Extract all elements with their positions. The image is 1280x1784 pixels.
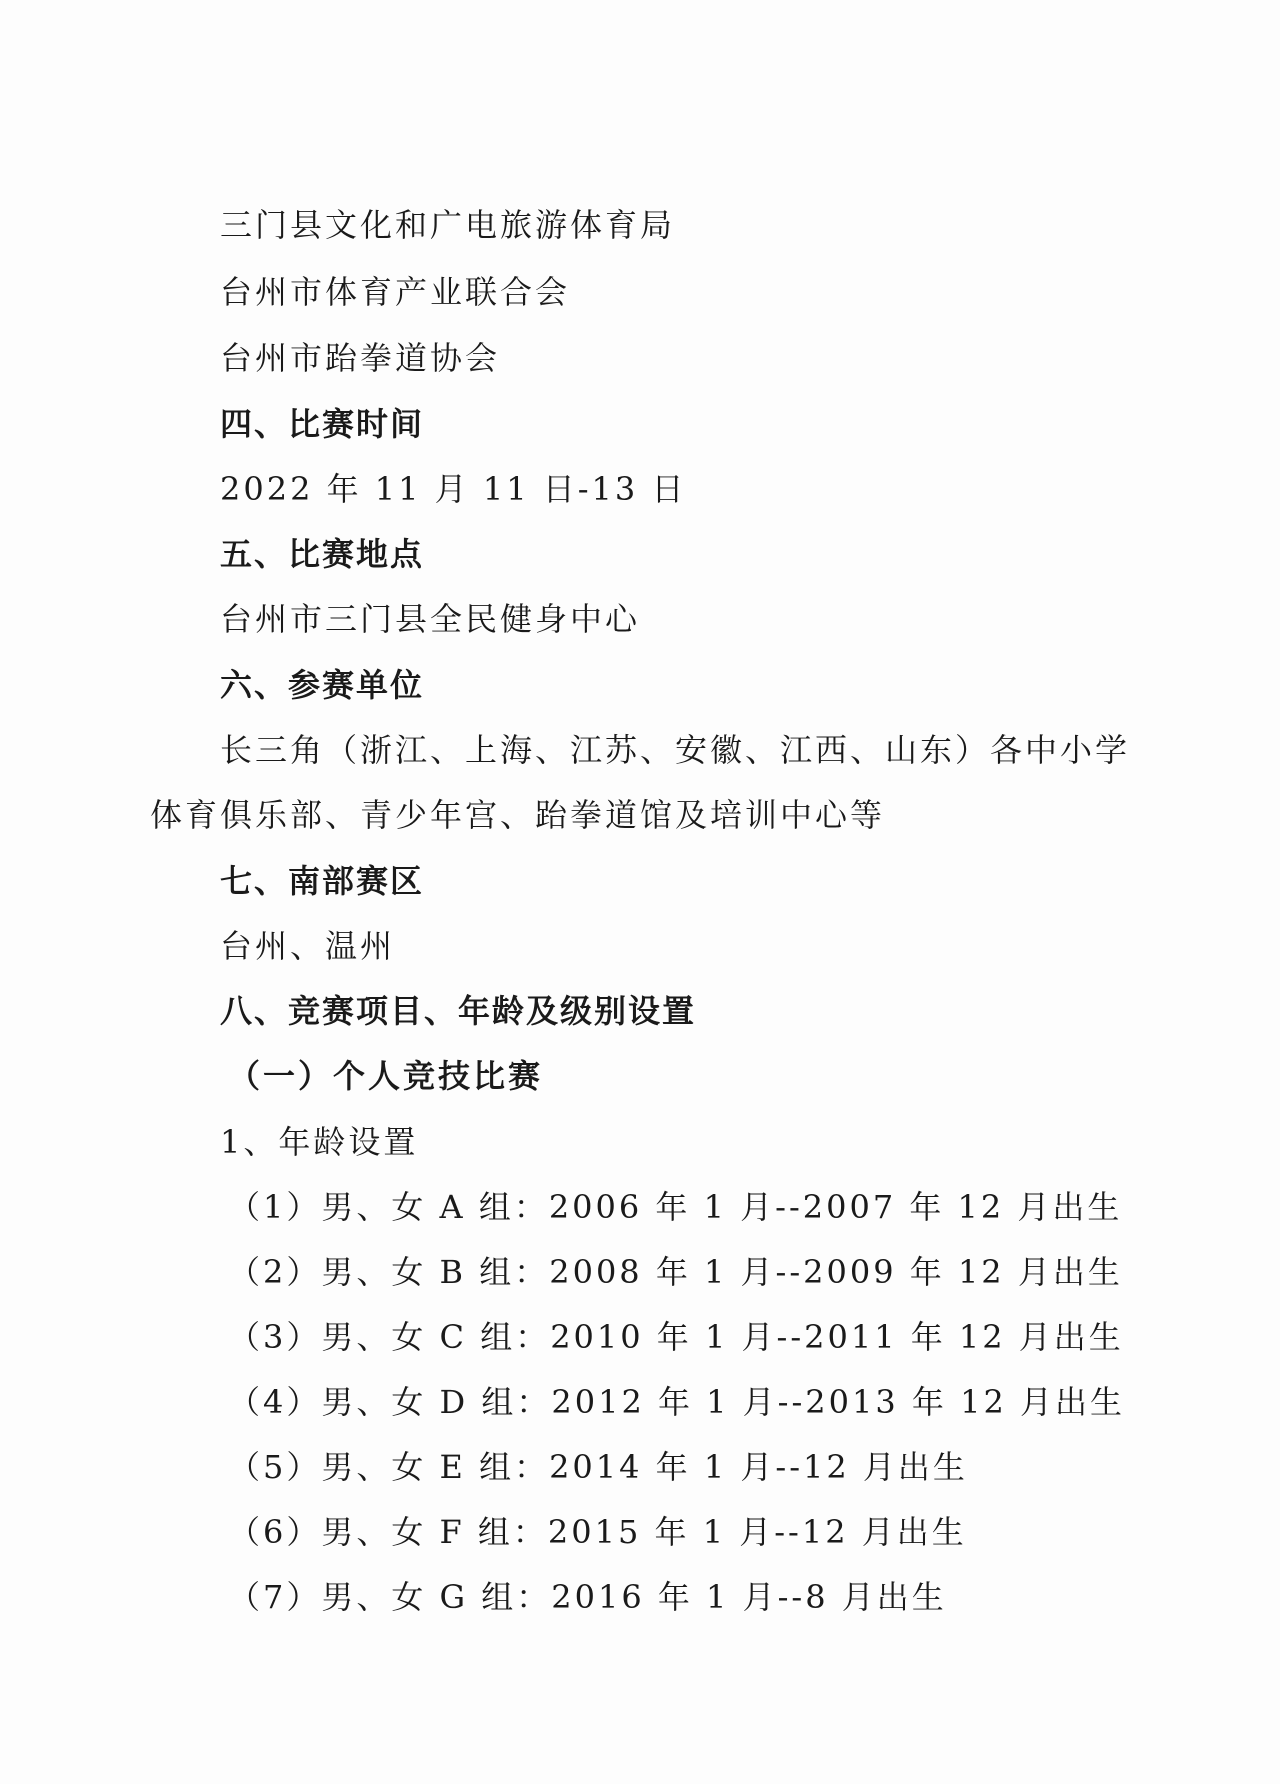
section-text-participants-2: 体育俱乐部、青少年宫、跆拳道馆及培训中心等 bbox=[150, 796, 886, 834]
section-heading-south-zone: 七、南部赛区 bbox=[220, 862, 425, 900]
organizer-line-3: 台州市跆拳道协会 bbox=[220, 339, 501, 377]
age-group-d: （4）男、女 D 组：2012 年 1 月--2013 年 12 月出生 bbox=[228, 1383, 1125, 1421]
section-text-time: 2022 年 11 月 11 日-13 日 bbox=[220, 470, 687, 508]
age-group-a: （1）男、女 A 组：2006 年 1 月--2007 年 12 月出生 bbox=[228, 1188, 1123, 1226]
subsection-heading-individual: （一）个人竞技比赛 bbox=[228, 1057, 544, 1095]
section-text-participants-1: 长三角（浙江、上海、江苏、安徽、江西、山东）各中小学 bbox=[220, 731, 1131, 769]
organizer-line-2: 台州市体育产业联合会 bbox=[220, 273, 571, 311]
section-heading-events: 八、竞赛项目、年龄及级别设置 bbox=[220, 992, 697, 1030]
section-text-south-zone: 台州、温州 bbox=[220, 927, 396, 965]
section-text-venue: 台州市三门县全民健身中心 bbox=[220, 600, 641, 638]
age-group-c: （3）男、女 C 组：2010 年 1 月--2011 年 12 月出生 bbox=[228, 1318, 1124, 1356]
age-group-f: （6）男、女 F 组：2015 年 1 月--12 月出生 bbox=[228, 1513, 967, 1551]
section-heading-time: 四、比赛时间 bbox=[220, 405, 425, 443]
section-heading-venue: 五、比赛地点 bbox=[220, 535, 425, 573]
age-group-e: （5）男、女 E 组：2014 年 1 月--12 月出生 bbox=[228, 1448, 968, 1486]
section-heading-participants: 六、参赛单位 bbox=[220, 666, 425, 704]
organizer-line-1: 三门县文化和广电旅游体育局 bbox=[220, 206, 676, 244]
age-group-b: （2）男、女 B 组：2008 年 1 月--2009 年 12 月出生 bbox=[228, 1253, 1123, 1291]
age-setting-heading: 1、年龄设置 bbox=[220, 1123, 419, 1161]
age-group-g: （7）男、女 G 组：2016 年 1 月--8 月出生 bbox=[228, 1578, 947, 1616]
